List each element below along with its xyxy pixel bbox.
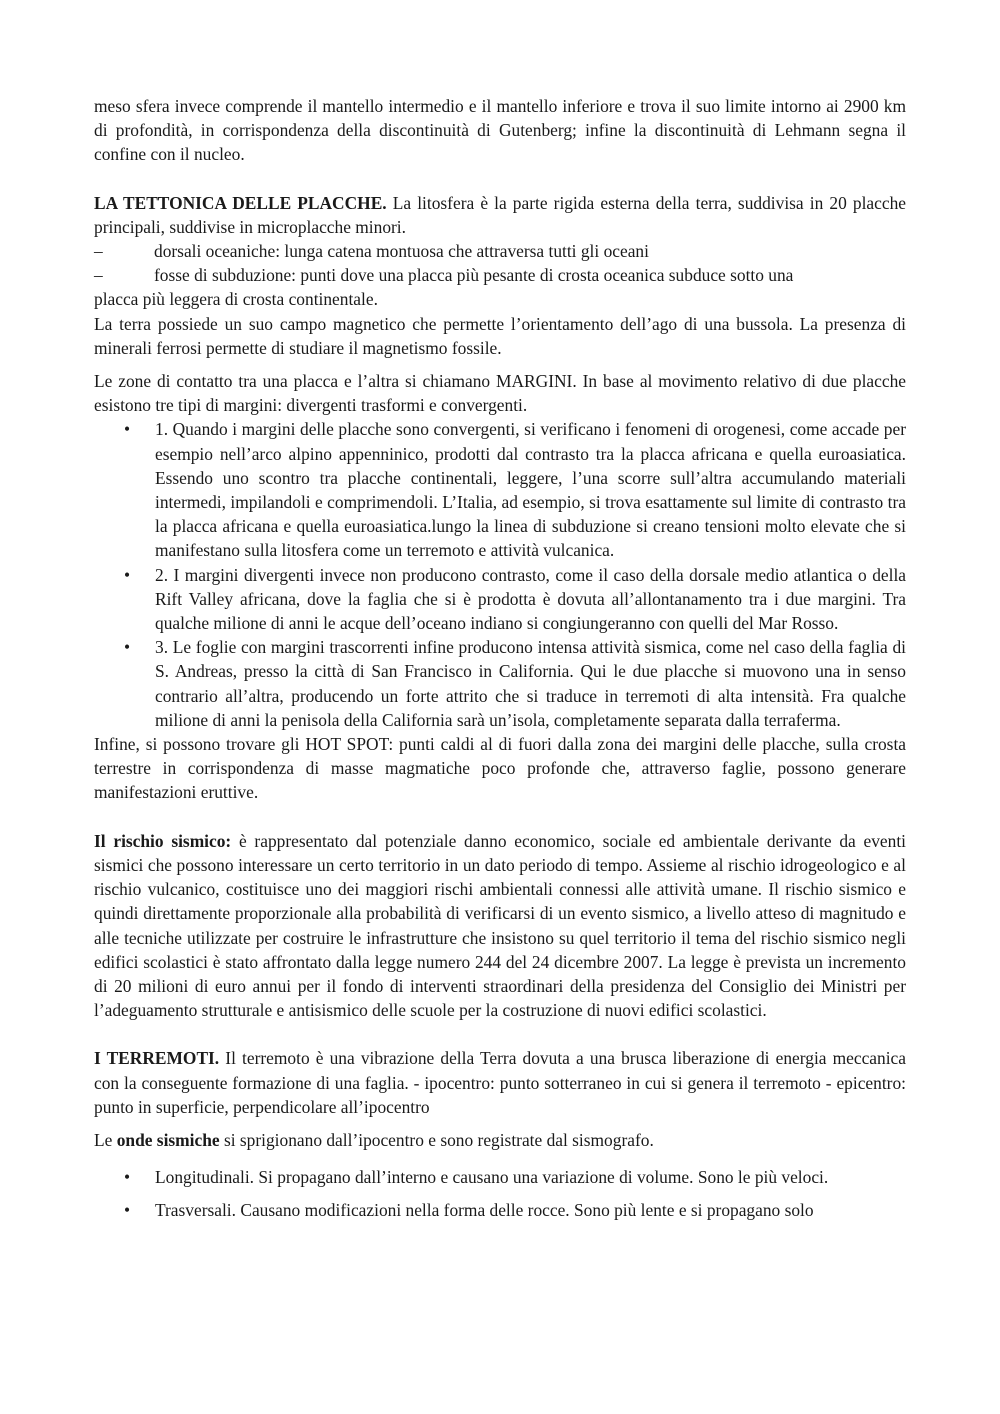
bullet-marker: • bbox=[124, 1167, 131, 1188]
dash-marker: – bbox=[94, 241, 103, 262]
rischio-heading: Il rischio sismico: bbox=[94, 830, 232, 851]
hotspot-paragraph: Infine, si possono trovare gli HOT SPOT: punti caldi al di fuori dalla zona dei margini delle placche, sulla crosta terrestre in corrispondenza di masse magmatiche poco profonde che, attraverso faglie, possono generare manifestazioni eruttive. bbox=[94, 734, 906, 803]
list-item-text: Trasversali. Causano modificazioni nella forma delle rocce. Sono più lente e si propagano solo bbox=[155, 1200, 814, 1221]
list-item bbox=[94, 635, 906, 732]
dash-item-text: dorsali oceaniche: lunga catena montuosa che attraversa tutti gli oceani bbox=[154, 241, 649, 262]
margini-intro: Le zone di contatto tra una placca e l’altra si chiamano MARGINI. In base al movimento relativo di due placche esistono tre tipi di margini: divergenti trasformi e convergenti. bbox=[94, 371, 906, 416]
terremoti-heading: I TERREMOTI. bbox=[94, 1048, 220, 1069]
dash-marker: – bbox=[94, 265, 103, 286]
list-item-text: 3. Le foglie con margini trascorrenti infine producono intensa attività sismica, come nel caso della faglia di S. Andreas, presso la città di San Francisco in California. Qui le due placche si muovono una in senso contrario all’altra, producendo un forte attrito che si traduce in terremoti di alta intensità. Fra qualche milione di anni la penisola della California sarà un’isola, completamente separata dalla terraferma. bbox=[155, 637, 906, 730]
terremoti-paragraph bbox=[94, 1046, 906, 1119]
dash-list-item bbox=[94, 263, 906, 287]
rischio-paragraph bbox=[94, 829, 906, 1023]
onde-bold: onde sismiche bbox=[116, 1129, 220, 1150]
onde-list bbox=[94, 1165, 906, 1222]
magnetism-paragraph: La terra possiede un suo campo magnetico che permette l’orientamento dell’ago di una bussola. La presenza di minerali ferrosi permette di studiare il magnetismo fossile. bbox=[94, 313, 906, 358]
list-item-text: Longitudinali. Si propagano dall’interno e causano una variazione di volume. Sono le più veloci. bbox=[155, 1167, 829, 1188]
tettonica-text: La litosfera è la parte rigida esterna della terra, suddivisa in 20 placche principali, suddivise in microplacche minori. bbox=[94, 192, 906, 237]
bullet-marker: • bbox=[124, 564, 131, 585]
dash-item-text: fosse di subduzione: punti dove una placca più pesante di crosta oceanica subduce sotto una bbox=[154, 265, 794, 286]
rischio-text: è rappresentato dal potenziale danno economico, sociale ed ambientale derivante da eventi sismici che possono interessare un certo territorio in un dato periodo di tempo. Assieme al rischio idrogeologico e al rischio vulcanico, costituisce uno dei maggiori rischi ambientali connessi alle attività umane. Il rischio sismico e quindi direttamente proporzionale alla probabilità di verificarsi di un evento sismico, a livello atteso di magnitudo e alle tecniche utilizzate per costruire le infrastrutture che insistono su quel territorio il tema del rischio sismico negli edifici scolastici è stato affrontato dalla legge numero 244 del 24 dicembre 2007. La legge è prevista un incremento di 20 milioni di euro annui per il fondo di interventi straordinari della presidenza del Consiglio dei Ministri per l’adeguamento strutturale e antisismico delle scuole per la costruzione di nuovi edifici scolastici. bbox=[94, 830, 906, 1021]
intro-paragraph: meso sfera invece comprende il mantello intermedio e il mantello inferiore e trova il suo limite intorno ai 2900 km di profondità, in corrispondenza della discontinuità di Gutenberg; infine la discontinuità di Lehmann segna il confine con il nucleo. bbox=[94, 96, 906, 165]
bullet-marker: • bbox=[124, 419, 131, 440]
onde-prefix: Le bbox=[94, 1129, 117, 1150]
list-item-text: 2. I margini divergenti invece non producono contrasto, come il caso della dorsale medio atlantica o della Rift Valley africana, dove la faglia che si è prodotta è dovuta all’allontanamento tra i due margini. Tra qualche milione di anni le acque dell’oceano indiano si congiungeranno con quelli del Mar Rosso. bbox=[155, 564, 906, 634]
dash-list-item bbox=[94, 239, 906, 263]
list-item bbox=[94, 563, 906, 636]
onde-suffix: si sprigionano dall’ipocentro e sono registrate dal sismografo. bbox=[219, 1129, 654, 1150]
terremoti-text: Il terremoto è una vibrazione della Terra dovuta a una brusca liberazione di energia meccanica con la conseguente formazione di una faglia. - ipocentro: punto sotterraneo in cui si genera il terremoto - epicentro: punto in superficie, perpendicolare all’ipocentro bbox=[94, 1048, 906, 1117]
rischio-section bbox=[94, 829, 906, 1023]
terremoti-section bbox=[94, 1046, 906, 1222]
list-item bbox=[94, 417, 906, 562]
bullet-marker: • bbox=[124, 637, 131, 658]
tettonica-heading: LA TETTONICA DELLE PLACCHE. bbox=[94, 192, 387, 213]
margini-list bbox=[94, 417, 906, 732]
list-item bbox=[94, 1198, 906, 1222]
bullet-marker: • bbox=[124, 1200, 131, 1221]
margini-section bbox=[94, 369, 906, 805]
list-item bbox=[94, 1165, 906, 1189]
tettonica-section bbox=[94, 191, 906, 360]
dash-item-continuation: placca più leggera di crosta continentale. bbox=[94, 289, 378, 310]
document-page bbox=[94, 94, 906, 1232]
onde-paragraph bbox=[94, 1128, 906, 1152]
list-item-text: 1. Quando i margini delle placche sono convergenti, si verificano i fenomeni di orogenesi, come accade per esempio nell’arco alpino appenninico, prodotti dal contrasto tra la placca africana e quella euroasiatica. Essendo uno scontro tra placche continentali, leggere, l’una scorre sull’altra accumulando materiali intermedi, impilandoli e comprimendoli. L’Italia, ad esempio, si trova esattamente sul limite di contrasto tra la placca africana e quella euroasiatica.lungo la linea di subduzione si creano tensioni molto elevate che si manifestano sulla litosfera come un terremoto e attività vulcanica. bbox=[155, 419, 906, 561]
tettonica-paragraph bbox=[94, 191, 906, 239]
